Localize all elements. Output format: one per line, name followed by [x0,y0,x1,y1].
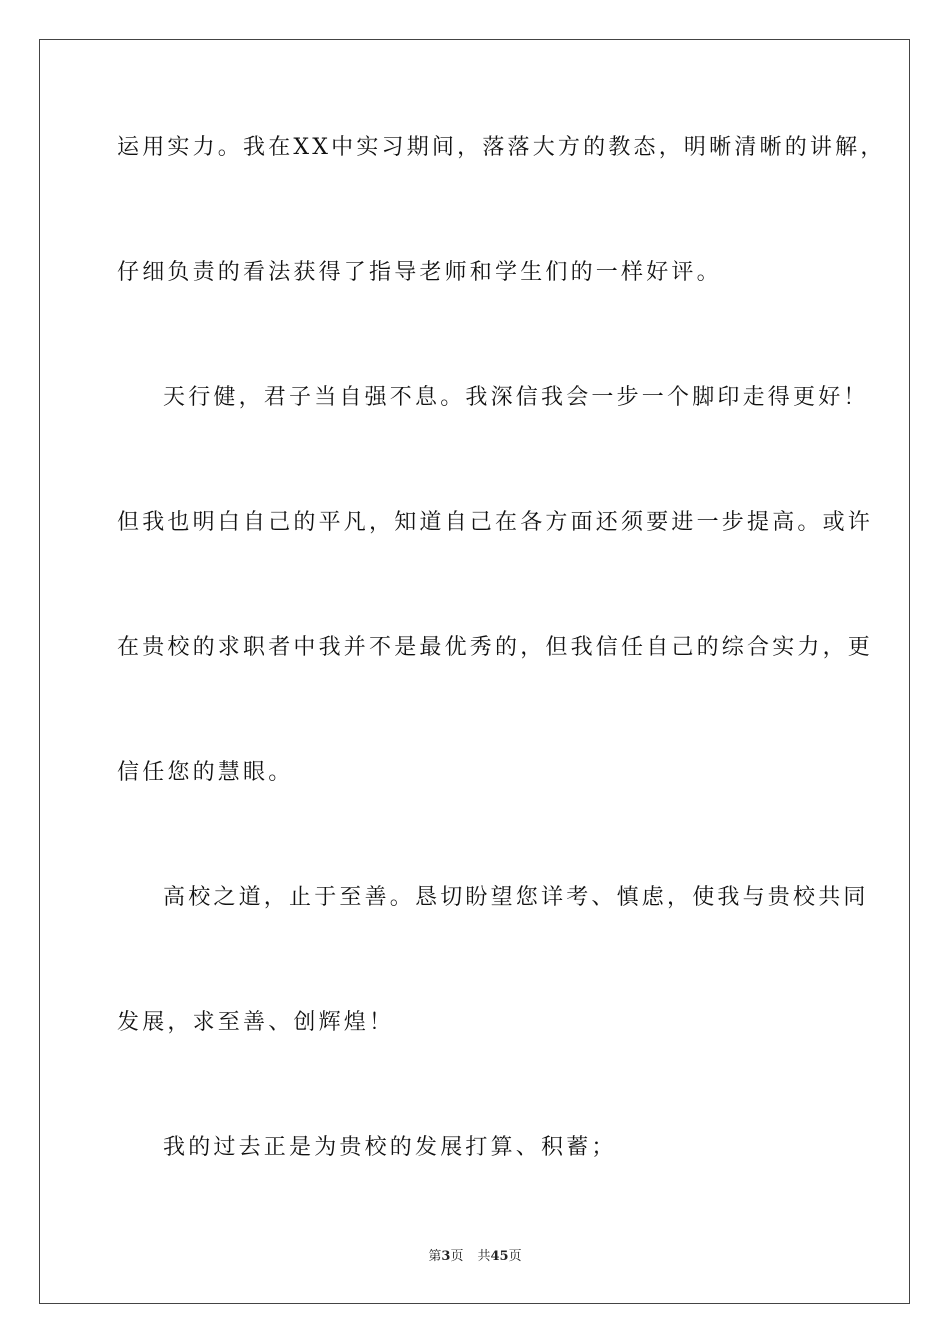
paragraph-line-7: 高校之道，止于至善。恳切盼望您详考、慎虑，使我与贵校共同 [163,885,869,910]
page-footer [0,1248,950,1266]
paragraph-line-5: 在贵校的求职者中我并不是最优秀的，但我信任自己的综合实力，更 [117,635,874,660]
total-suffix: 页 [508,1249,522,1264]
page-frame [39,39,910,1304]
paragraph-line-9: 我的过去正是为贵校的发展打算、积蓄； [163,1135,617,1160]
paragraph-line-1: 运用实力。我在XX中实习期间，落落大方的教态，明晰清晰的讲解， [117,135,886,160]
paragraph-line-3: 天行健，君子当自强不息。我深信我会一步一个脚印走得更好！ [163,385,869,410]
total-prefix: 共 [477,1249,491,1264]
page-prefix: 第 [428,1249,442,1264]
total-pages: 45 [490,1249,509,1264]
paragraph-line-4: 但我也明白自己的平凡，知道自己在各方面还须要进一步提高。或许 [117,510,874,535]
page-suffix: 页 [450,1249,464,1264]
paragraph-line-8: 发展，求至善、创辉煌！ [117,1010,395,1035]
paragraph-line-2: 仔细负责的看法获得了指导老师和学生们的一样好评。 [117,260,722,285]
paragraph-line-6: 信任您的慧眼。 [117,760,294,785]
page-number: 3 [441,1249,451,1264]
